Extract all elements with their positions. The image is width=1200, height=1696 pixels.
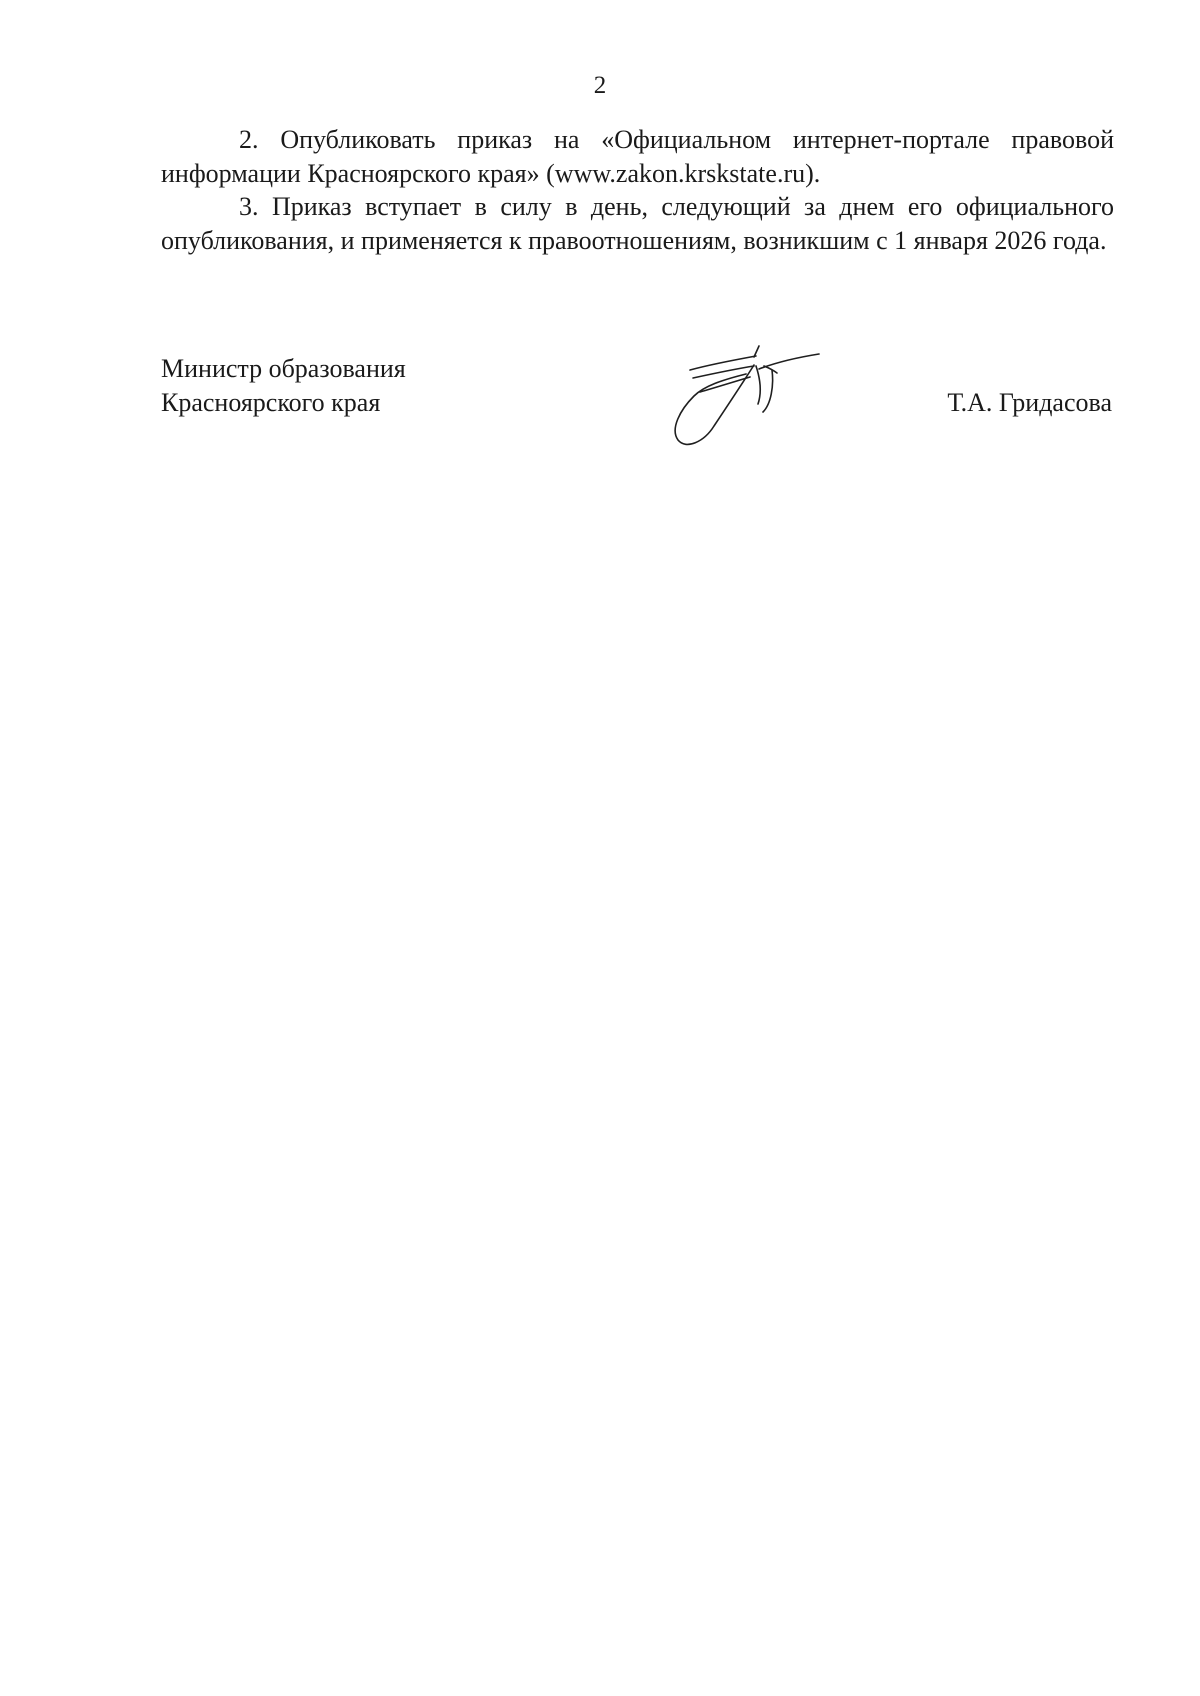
signature-icon (660, 338, 830, 458)
signer-title (161, 352, 406, 419)
signer-title-line-2: Красноярского края (161, 387, 381, 417)
paragraph-effective-date: 3. Приказ вступает в силу в день, следующий за днем его официального опубликования, и применяется к правоотношениям, возникшим с 1 января 2026 года. (161, 192, 1114, 255)
document-body (161, 123, 1114, 257)
page-number: 2 (593, 72, 607, 99)
signer-name: Т.А. Гридасова (947, 387, 1112, 417)
signature-block (161, 352, 1114, 472)
paragraph-publication: 2. Опубликовать приказ на «Официальном интернет-портале правовой информации Красноярского края» (www.zakon.krskstate.ru). (161, 125, 1114, 188)
signer-title-line-1: Министр образования (161, 354, 406, 383)
